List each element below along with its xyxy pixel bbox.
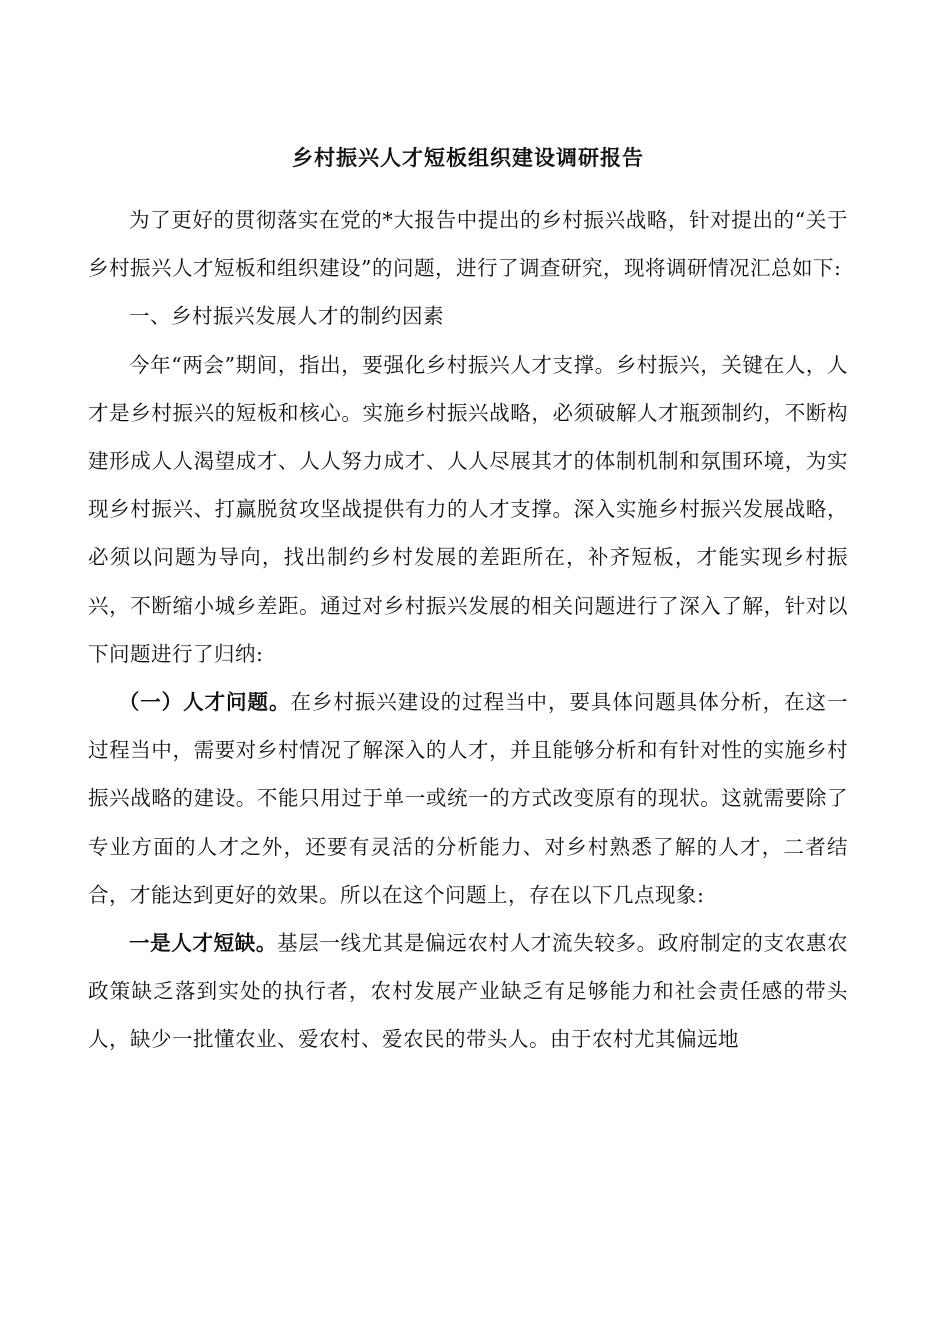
talent-problem-paragraph [88, 678, 848, 919]
lianghui-paragraph: 今年“两会”期间，指出，要强化乡村振兴人才支撑。乡村振兴，关键在人，人才是乡村振兴的短板和核心。实施乡村振兴战略，必须破解人才瓶颈制约，不断构建形成人人渴望成才、人人努力成才、人人尽展其才的体制机制和氛围环境，为实现乡村振兴、打赢脱贫攻坚战提供有力的人才支撑。深入实施乡村振兴发展战略，必须以问题为导向，找出制约乡村发展的差距所在，补齐短板，才能实现乡村振兴，不断缩小城乡差距。通过对乡村振兴发展的相关问题进行了深入了解，针对以下问题进行了归纳: [88, 352, 848, 666]
talent-problem-lead: （一）人才问题。 [118, 690, 291, 715]
section-heading-1: 一、乡村振兴发展人才的制约因素 [129, 304, 444, 329]
talent-shortage-lead: 一是人才短缺。 [129, 931, 278, 956]
talent-shortage-paragraph [88, 919, 848, 1064]
document-body [88, 138, 848, 1064]
talent-problem-body: 在乡村振兴建设的过程当中，要具体问题具体分析，在这一过程当中，需要对乡村情况了解深入的人才，并且能够分析和有针对性的实施乡村振兴战略的建设。不能只用过于单一或统一的方式改变原有的现状。这就需要除了专业方面的人才之外，还要有灵活的分析能力、对乡村熟悉了解的人才，二者结合，才能达到更好的效果。所以在这个问题上，存在以下几点现象: [88, 690, 849, 907]
talent-shortage-body: 基层一线尤其是偏远农村人才流失较多。政府制定的支农惠农政策缺乏落到实处的执行者，农村发展产业缺乏有足够能力和社会责任感的带头人，缺少一批懂农业、爱农村、爱农民的带头人。由于农村尤其偏远地 [88, 931, 849, 1052]
document-title: 乡村振兴人才短板组织建设调研报告 [292, 145, 644, 170]
intro-paragraph: 为了更好的贯彻落实在党的*大报告中提出的乡村振兴战略，针对提出的“关于乡村振兴人才短板和组织建设”的问题，进行了调查研究，现将调研情况汇总如下: [88, 208, 848, 281]
